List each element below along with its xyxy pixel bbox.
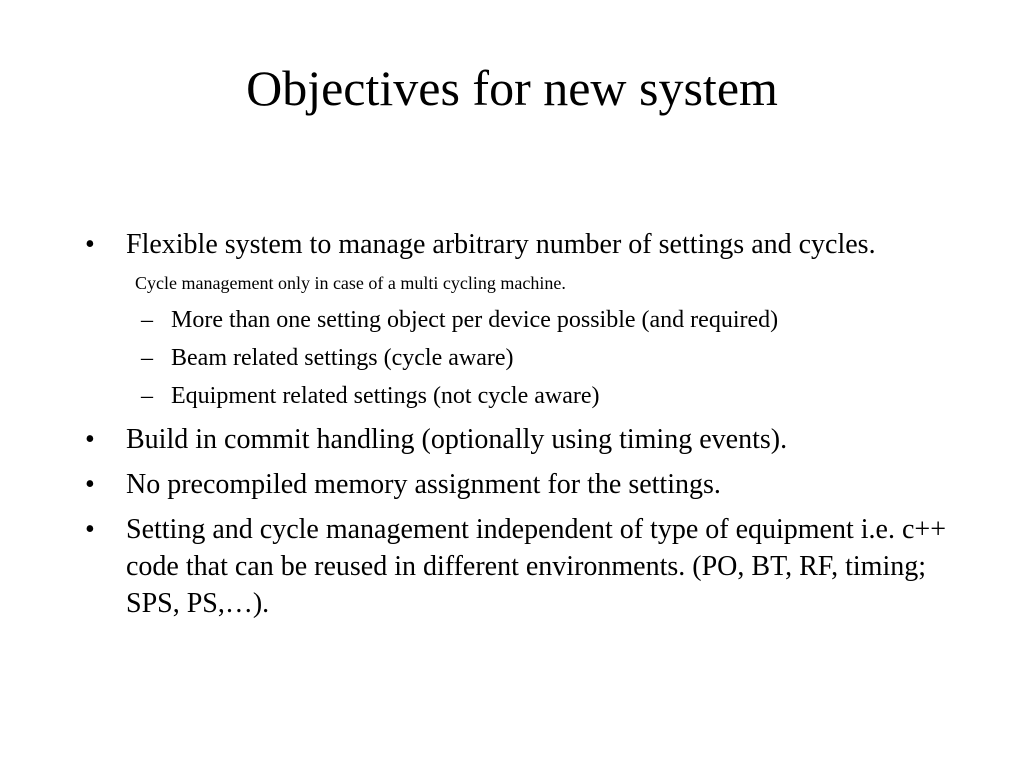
sub-bullet-marker: –: [141, 345, 153, 371]
sub-bullet-item: [85, 377, 955, 415]
sub-bullet-marker: –: [141, 383, 153, 409]
bullet-text: No precompiled memory assignment for the settings.: [126, 469, 721, 500]
bullet-item-flexible-system: [85, 226, 955, 263]
bullet-item-commit-handling: [85, 421, 955, 458]
bullet-marker: •: [85, 514, 95, 545]
sub-bullet-item: [85, 339, 955, 377]
bullet-item-equipment-independent: [85, 511, 955, 622]
sub-bullet-text: Beam related settings (cycle aware): [171, 345, 514, 371]
bullet-marker: •: [85, 229, 95, 260]
sub-bullet-text: More than one setting object per device possible (and required): [171, 307, 779, 333]
sub-bullet-marker: –: [141, 307, 153, 333]
bullet-text: Setting and cycle management independent of type of equipment i.e. c++ code that can be reused in different environments. (PO, BT, RF, timing; SPS, PS,…).: [126, 514, 946, 619]
bullet-marker: •: [85, 469, 95, 500]
sub-bullet-text: Equipment related settings (not cycle aware): [171, 383, 600, 409]
bullet-marker: •: [85, 424, 95, 455]
sub-bullet-item: [85, 301, 955, 339]
bullet-note: Cycle management only in case of a multi cycling machine.: [135, 273, 566, 293]
slide-body: [85, 226, 955, 622]
slide-title: Objectives for new system: [246, 60, 778, 116]
bullet-text: Build in commit handling (optionally using timing events).: [126, 424, 788, 455]
bullet-text: Flexible system to manage arbitrary number of settings and cycles.: [126, 229, 876, 260]
bullet-item-memory-assignment: [85, 466, 955, 503]
